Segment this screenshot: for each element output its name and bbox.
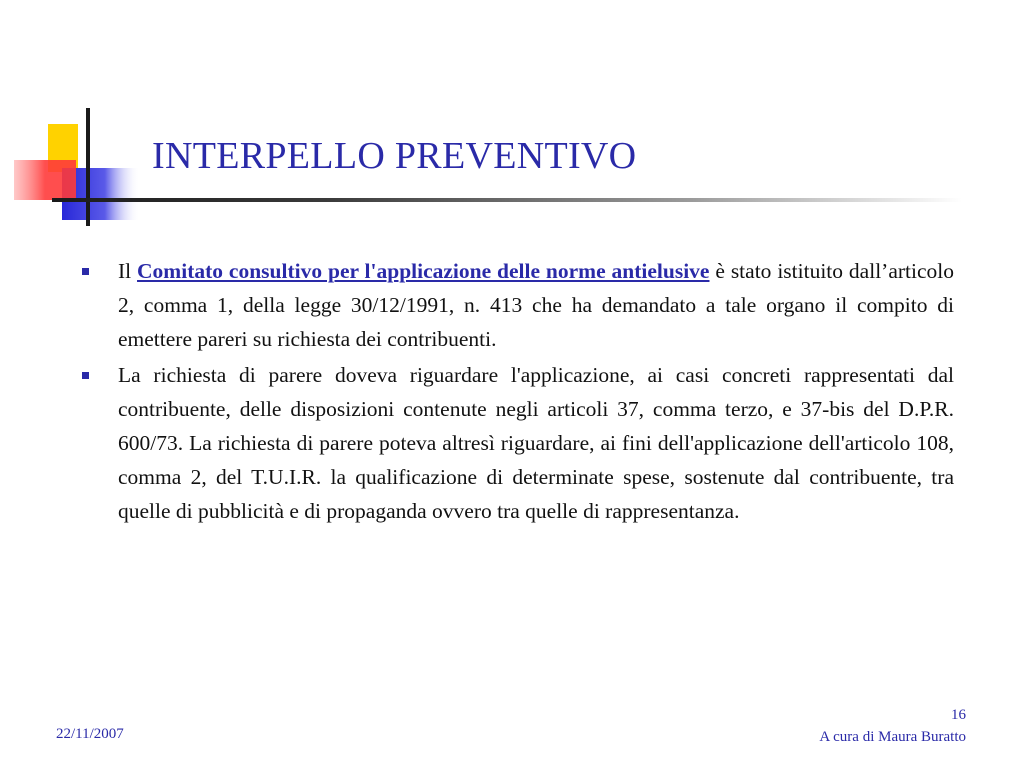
footer-author: A cura di Maura Buratto (819, 729, 966, 745)
page-number: 16 (951, 707, 966, 723)
bullet-prefix: Il (118, 259, 138, 283)
bullet-suffix: è stato istituito dall’articolo 2, comma 1, della legge 30/12/1991, n. 413 che ha demandato a tale organo il compito di emettere pareri su richiesta dei contribuenti. (118, 259, 954, 351)
bullet-item (80, 254, 954, 356)
bullet-square-icon (82, 372, 89, 379)
slide-body (80, 254, 954, 530)
comitato-link[interactable]: Comitato consultivo per l'applicazione delle norme antielusive (137, 259, 710, 283)
title-divider (52, 198, 962, 202)
bullet-text: La richiesta di parere doveva riguardare l'applicazione, ai casi concreti rappresentati dal contribuente, delle disposizioni contenute negli articoli 37, comma terzo, e 37-bis del D.P.R. 600/73. La richiesta di parere poteva altresì riguardare, ai fini dell'applicazione dell'articolo 108, comma 2, del T.U.I.R. la qualificazione di determinate spese, sostenute dal contribuente, tra quelle di pubblicità e di propaganda ovvero tra quelle di rappresentanza. (118, 363, 954, 523)
footer-date: 22/11/2007 (56, 726, 124, 742)
slide-title: INTERPELLO PREVENTIVO (152, 135, 637, 177)
bullet-item (80, 358, 954, 528)
corner-decoration-icon (0, 0, 140, 240)
footer-info (819, 704, 966, 748)
bullet-square-icon (82, 268, 89, 275)
